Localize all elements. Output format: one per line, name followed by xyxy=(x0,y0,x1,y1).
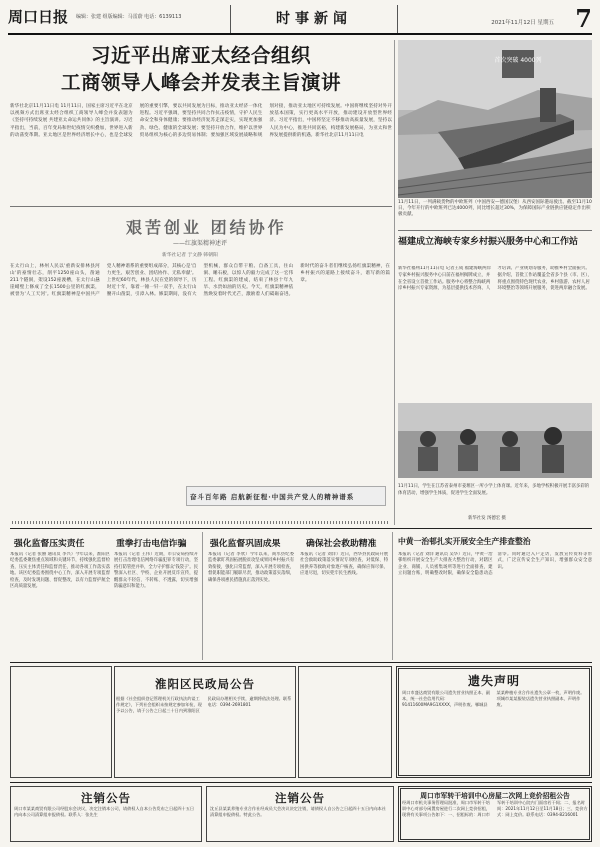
column-divider xyxy=(202,532,203,660)
feature-article-body: 在太行山上，林州人民以'重新安排林县河山'的豪情壮志，削平1250座山头，凿通211个隧洞，架设152座渡槽，在太行山悬崖峭壁上修成了全长1500公里的红旗渠，被誉为'人工天河'。红旗渠精神是中国共产党人精神谱系的重要组成部分，其核心是'自力更生、艰苦创业、团结协作、无私奉献'。上世纪60年代，林县人民在党的领导下，历时近十年，靠着一锤一钎一双手，在太行山腰开山凿渠，引漳入林。修渠期间，没有大型机械，群众自带干粮、自备工具，住山洞、睡石板，以惊人的毅力完成了这一宏伟工程。红旗渠的建成，结束了林县十年九旱、水贵如油的历史。今天，红旗渠精神依然焕发着时代光芒，激励着人们砥砺奋进。新时代的奋斗者们继续弘扬红旗渠精神，在乡村振兴的道路上接续奋斗，谱写新的篇章。 xyxy=(10,264,390,298)
divider xyxy=(10,206,392,207)
cancel-notice-2-body: 沈丘县某某养殖专业合作社经成员大会决议决定注销，请债权人自公告之日起四十五日内向本社清算组申报债权。特此公告。 xyxy=(210,806,386,818)
mid-notice-body: 根据《社会组织登记管理机关行政执法约谈工作规定》，下列社会组织未按规定参加年检，现予以公告，请于公告之日起三十日内到淮阳区民政局办理相关手续，逾期将依法处理。联系电话：0394-2691801 xyxy=(116,696,292,714)
train-photo-caption: 11月11日，一列满载货物的中欧班列（中国西安—德国汉堡）从西安国际港站驶出。截至11月10日，今年开行的中欧班列已达4000列，同比增长超过30%，为保障国际产业链供应链稳定作出积极贡献。 xyxy=(398,200,592,218)
story-1-body: 本报讯（记者 张丽 通讯员 李兴）今年以来，淮阳区纪委监委聚焦重点领域和关键环节，持续强化监督检查，压实主体责任和监督责任，推动各项工作落实落地。该区纪委监委围绕中心工作，深入开展专项监督检查，及时发现问题、督促整改，以有力监督护航全区高质量发展。 xyxy=(10,552,110,590)
classroom-photo-caption: 11月11日，学生在江苏省泰州市姜堰区一所小学上体育课。近年来，多地学校积极开展丰富多彩的体育活动，增强学生体质，促进学生全面发展。 xyxy=(398,484,590,496)
mid-notice-title: 淮阳区民政局公告 xyxy=(155,677,255,691)
issue-date: 2021年11月12日 星期五 xyxy=(491,20,554,26)
right-story-headline-text: 福建成立海峡专家乡村振兴服务中心和工作站 xyxy=(398,237,579,247)
lead-headline-line-2: 工商领导人峰会并发表主旨演讲 xyxy=(60,71,341,94)
train-photo xyxy=(398,40,592,198)
lead-headline-line-1: 习近平出席亚太经合组织 xyxy=(90,44,311,67)
column-divider xyxy=(392,532,393,660)
cancel-notice-2-title: 注销公告 xyxy=(275,791,325,805)
small-notice-box xyxy=(10,666,112,778)
cancel-notice-1-title: 注销公告 xyxy=(81,791,131,805)
lost-notice-title: 遗失声明 xyxy=(467,674,520,688)
rental-notice-body: 经周口市机关事务管理局批准，周口市军转干培训中心对部分闲置房屋进行二次网上竞价招租，现将有关事项公告如下：一、招租标的：周口市军转干培训中心院内门面房若干间；二、报名时间：2021年11月12日至11月18日；三、竞价方式：网上竞价。联系电话：0394-8216001 xyxy=(402,800,588,818)
page-number: 7 xyxy=(575,4,592,33)
lost-notice-body: 周口市盛达商贸有限公司遗失营业执照正本、副本，统一社会信用代码：91411600MA9G1XXXX，声明作废。郸城县某某种植专业合作社遗失公章一枚，声明作废。项城市某某服装店遗失营业执照副本，声明作废。 xyxy=(402,690,585,708)
story-1-title: 强化监督压实责任 xyxy=(14,539,85,549)
story-2-body: 本报讯（记者 王伟）近期，市公安局持续开展打击治理电信网络诈骗犯罪专项行动，坚持打防管控并举，全力守护群众'钱袋子'。民警深入社区、学校、企业开展反诈宣传，提醒群众不轻信、不转账、不透露，切实增强防骗意识和能力。 xyxy=(114,552,198,590)
classroom-photo-credit: 新华社发 汤德宏 摄 xyxy=(468,516,506,521)
divider xyxy=(398,230,592,231)
classroom-photo-image xyxy=(398,403,592,478)
masthead xyxy=(8,5,592,35)
mid-notice-box xyxy=(114,666,296,778)
feature-subtitle: ——红旗渠精神述评 xyxy=(173,240,228,247)
column-divider xyxy=(394,40,395,525)
story-2-title: 重拳打击电信诈骗 xyxy=(116,539,187,549)
section-name: 时事新闻 xyxy=(230,5,398,33)
notice-divider xyxy=(10,662,592,663)
editor-meta: 编辑：张建 组版编辑：马雷蔚 电话：6139113 xyxy=(76,14,182,20)
train-sign-text: 首次突破 4000列 xyxy=(494,57,542,64)
section-divider xyxy=(10,528,592,529)
cancel-notice-1-body: 周口市某某商贸有限公司经股东会决议，决定注销本公司，请债权人自本公告发布之日起四十五日内向本公司清算组申报债权。联系人：张先生 xyxy=(14,806,195,818)
feature-title: 艰苦创业 团结协作 xyxy=(126,218,287,237)
classroom-photo xyxy=(398,403,592,478)
story-4-title: 确保社会救助精准 xyxy=(306,539,377,549)
lead-headline xyxy=(10,42,392,96)
story-5-title: 中黄一治邨扎实开展安全生产排查整治 xyxy=(398,537,531,546)
notice-box-3 xyxy=(298,666,392,778)
right-story-headline xyxy=(398,236,592,249)
lead-article-body: 新华社北京11月11日电 11月11日，国家主席习近平在北京以视频方式出席亚太经合组织工商领导人峰会并发表题为《坚持可持续发展 共建亚太命运共同体》的主旨演讲。习近平指出，当前，百年变局和世纪疫情交织叠加，世界进入新的动荡变革期。亚太地区是世界经济增长中心，也是全球发展的重要引擎，要以共同发展为目标，推动亚太经济一体化进程。习近平强调，要坚持共同合作抗击疫情，守护人民生命安全和身体健康；要推动经济复苏走深走实，实现更加强劲、绿色、健康的全球发展；要坚持开放合作，维护以世界贸易组织为核心的多边贸易体制；要加强区域发展战略和规划对接，推动亚太地区可持续发展。中国将继续坚持对外开放基本国策，实行更高水平开放，推动建设开放型世界经济。习近平指出，中国将坚定不移推动高质量发展，坚持以人民为中心，推进共同富裕，构建新发展格局，为亚太和世界发展提供新的机遇。新华社北京11月11日电 xyxy=(10,104,392,138)
story-3-title: 强化监督巩固成果 xyxy=(210,539,281,549)
story-3-body: 本报讯（记者 李欣）今年以来，商水县纪委监委紧盯巩固拓展脱贫攻坚成果同乡村振兴有效衔接，强化日常监督，深入开展专项检查，督促职能部门履职尽责，推动政策落实落细，确保各项惠民措施真正落到实处。 xyxy=(208,552,294,583)
train-photo-image xyxy=(398,40,592,198)
rental-notice-title: 周口市军转干培训中心房屋二次网上竞价招租公告 xyxy=(420,792,570,800)
feature-byline: 新华社记者 于文静 韩朝阳 xyxy=(162,253,218,258)
notice-divider xyxy=(10,782,592,783)
newspaper-brand: 周口日报 xyxy=(8,8,69,26)
feature-banner-text: 奋斗百年路 启航新征程·中国共产党人的精神谱系 xyxy=(190,493,355,501)
story-4-body: 本报讯（记者 刘洋）近日，西华县民政局开展社会救助政策落实情况专项检查，对低保、特困供养等救助对象逐户核查，确保应保尽保、应退尽退，切实兜牢民生底线。 xyxy=(300,552,388,577)
right-story-body: 新华社福州11月11日电 记者王成 福建海峡两岸专家乡村振兴服务中心日前在福州揭牌成立，并在全省设立首批工作站。服务中心将整合海峡两岸乡村振兴专家资源，为基层提供技术咨询、人才培训、产业规划等服务，助推乡村全面振兴。据介绍，首批工作站覆盖全省多个县（市、区），将重点围绕特色现代农业、乡村旅游、农村人居环境整治等领域开展服务，促进两岸融合发展。 xyxy=(398,266,592,292)
dotted-divider xyxy=(12,521,390,524)
story-5-body: 本报讯（记者 刘洋 通讯员 吴华）近日，中黄一治邨组织开展安全生产大排查大整治行动，对辖区企业、商铺、人员密集场所等进行全面排查，建立问题台账，明确整改时限，确保安全隐患动态清零。同时通过入户走访、发放宣传资料等形式，广泛宣传安全生产知识，增强群众安全意识。 xyxy=(398,552,592,577)
